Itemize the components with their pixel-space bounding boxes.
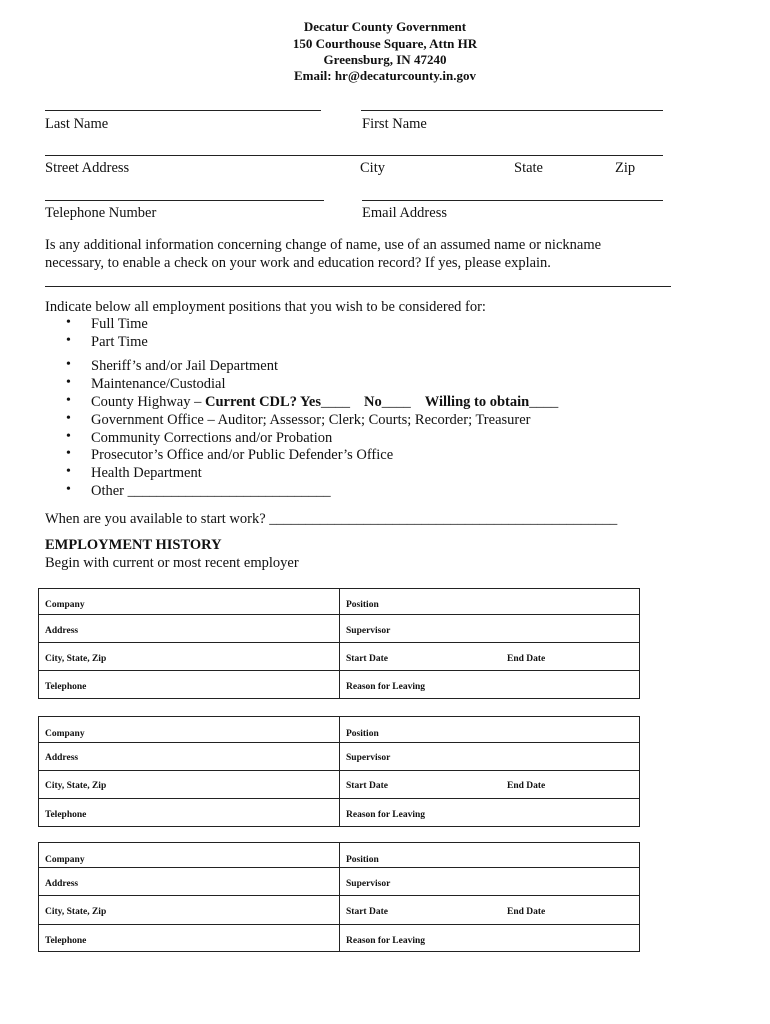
option-maintenance[interactable]: Maintenance/Custodial — [91, 376, 226, 392]
telephone-label: Telephone Number — [45, 205, 157, 221]
supervisor-field[interactable]: Supervisor — [346, 626, 391, 636]
option-county-highway[interactable] — [91, 393, 558, 411]
employment-history-subheading: Begin with current or most recent employer — [45, 555, 299, 571]
option-sheriff[interactable]: Sheriff’s and/or Jail Department — [91, 358, 278, 374]
end-date-field[interactable]: End Date — [507, 781, 546, 791]
option-prosecutor[interactable]: Prosecutor’s Office and/or Public Defender’s Office — [91, 447, 394, 463]
table-row — [39, 770, 639, 799]
city-label: City — [360, 160, 385, 176]
additional-info-line1: Is any additional information concerning change of name, use of an assumed name or nickname — [45, 237, 602, 253]
table-row — [39, 924, 639, 952]
additional-info-line2: necessary, to enable a check on your work and education record? If yes, please explain. — [45, 255, 551, 271]
address-field[interactable]: Address — [45, 879, 79, 889]
bullet-icon: • — [66, 446, 71, 461]
zip-label: Zip — [615, 160, 636, 176]
employer-table-2 — [38, 716, 640, 827]
org-name: Decatur County Government — [303, 19, 467, 34]
org-street: 150 Courthouse Square, Attn HR — [292, 36, 478, 51]
cdl-yes-blank[interactable]: ____ — [320, 394, 350, 410]
employer-table-3 — [38, 842, 640, 952]
positions-intro: Indicate below all employment positions that you wish to be considered for: — [45, 299, 486, 315]
bullet-icon: • — [66, 315, 71, 330]
end-date-field[interactable]: End Date — [507, 907, 546, 917]
table-row — [39, 843, 639, 868]
table-row — [39, 867, 639, 896]
bullet-icon: • — [66, 429, 71, 444]
state-label: State — [514, 160, 543, 176]
last-name-line[interactable] — [45, 110, 321, 111]
bullet-icon: • — [66, 375, 71, 390]
position-field[interactable]: Position — [346, 600, 379, 610]
table-row — [39, 742, 639, 771]
reason-for-leaving-field[interactable]: Reason for Leaving — [346, 810, 425, 820]
city-state-zip-field[interactable]: City, State, Zip — [45, 907, 107, 917]
end-date-field[interactable]: End Date — [507, 654, 546, 664]
bullet-icon: • — [66, 393, 71, 408]
telephone-field[interactable]: Telephone — [45, 682, 87, 692]
telephone-line[interactable] — [45, 200, 324, 201]
bullet-icon: • — [66, 357, 71, 372]
supervisor-field[interactable]: Supervisor — [346, 753, 391, 763]
start-date-field[interactable]: Start Date — [346, 781, 388, 791]
org-email: Email: hr@decaturcounty.in.gov — [294, 68, 476, 83]
org-city: Greensburg, IN 47240 — [323, 52, 447, 67]
option-community-corrections[interactable]: Community Corrections and/or Probation — [91, 430, 333, 446]
address-line[interactable] — [45, 155, 663, 156]
option-health[interactable]: Health Department — [91, 465, 202, 481]
option-full-time[interactable]: Full Time — [91, 316, 148, 332]
email-address-label: Email Address — [362, 205, 447, 221]
address-field[interactable]: Address — [45, 753, 79, 763]
cdl-no: No — [363, 394, 382, 410]
table-row — [39, 798, 639, 827]
cdl-question: Current CDL? Yes — [204, 394, 321, 410]
bullet-icon: • — [66, 482, 71, 497]
city-state-zip-field[interactable]: City, State, Zip — [45, 654, 107, 664]
telephone-field[interactable]: Telephone — [45, 936, 87, 946]
first-name-label: First Name — [362, 116, 427, 132]
telephone-field[interactable]: Telephone — [45, 810, 87, 820]
cdl-no-blank[interactable]: ____ — [381, 394, 411, 410]
table-row — [39, 717, 639, 743]
email-line[interactable] — [362, 200, 663, 201]
first-name-line[interactable] — [361, 110, 663, 111]
company-field[interactable]: Company — [45, 855, 85, 865]
reason-for-leaving-field[interactable]: Reason for Leaving — [346, 682, 425, 692]
position-field[interactable]: Position — [346, 729, 379, 739]
street-address-label: Street Address — [45, 160, 130, 176]
cdl-willing: Willing to obtain — [424, 394, 530, 410]
table-row — [39, 642, 639, 671]
option-government-office[interactable]: Government Office – Auditor; Assessor; Clerk; Courts; Recorder; Treasurer — [91, 412, 531, 428]
table-row — [39, 670, 639, 699]
additional-info-answer-line[interactable] — [45, 286, 671, 287]
position-field[interactable]: Position — [346, 855, 379, 865]
table-row — [39, 895, 639, 925]
address-field[interactable]: Address — [45, 626, 79, 636]
cdl-willing-blank[interactable]: ____ — [529, 394, 559, 410]
city-state-zip-field[interactable]: City, State, Zip — [45, 781, 107, 791]
company-field[interactable]: Company — [45, 729, 85, 739]
bullet-icon: • — [66, 464, 71, 479]
start-date-field[interactable]: Start Date — [346, 907, 388, 917]
table-row — [39, 589, 639, 615]
employment-history-heading: EMPLOYMENT HISTORY — [45, 537, 222, 553]
last-name-label: Last Name — [45, 116, 109, 132]
bullet-icon: • — [66, 333, 71, 348]
option-part-time[interactable]: Part Time — [91, 334, 148, 350]
reason-for-leaving-field[interactable]: Reason for Leaving — [346, 936, 425, 946]
company-field[interactable]: Company — [45, 600, 85, 610]
bullet-icon: • — [66, 411, 71, 426]
supervisor-field[interactable]: Supervisor — [346, 879, 391, 889]
availability-question[interactable]: When are you available to start work? ________________________________________________ — [45, 511, 618, 527]
employer-table-1 — [38, 588, 640, 699]
start-date-field[interactable]: Start Date — [346, 654, 388, 664]
table-row — [39, 614, 639, 643]
highway-label: County Highway – — [91, 394, 205, 410]
option-other[interactable]: Other ____________________________ — [91, 483, 331, 499]
